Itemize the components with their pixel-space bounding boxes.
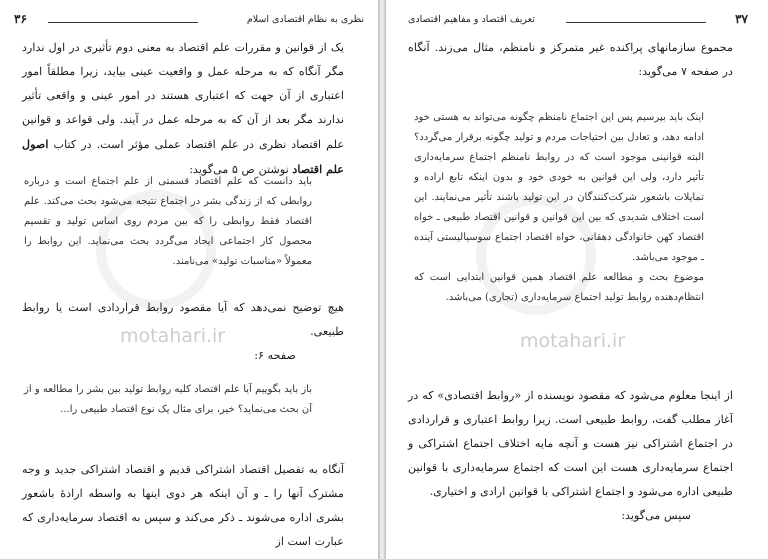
quote-text: موضوع بحث و مطالعه علم اقتصاد همین قوانین ابتدایی است که انتظام‌دهنده روابط تولید اجتماع سرمایه‌داری (تجاری) می‌باشد. <box>414 272 704 303</box>
right-running-header: تعریف اقتصاد و مفاهیم اقتصادی <box>408 14 535 25</box>
quote-text: باز باید بگوییم آیا علم اقتصاد کلیه روابط تولید بین بشر را مطالعه و از آن بحث می‌نماید؟ خیر، برای مثال یک نوع اقتصاد طبیعی را... <box>24 384 312 415</box>
header-rule <box>566 22 706 23</box>
right-paragraph-2 <box>408 384 733 528</box>
paragraph-text: مجموع سازمانهای پراکنده غیر متمرکز و نامنظم، مثال می‌زند. آنگاه در صفحه ۷ می‌گوید: <box>408 41 733 78</box>
right-page-number: ۳۷ <box>735 12 748 26</box>
paragraph-text: یک از قوانین و مقررات علم اقتصاد به معنی دوم تأثیری در اول ندارد مگر آنگاه که به مرحله عمل و واقعیت عینی بیاید، زیرا مطلقاً امور اعتباری از آن جهت که اعتباری هستند در امور عینی و واقعی تأثیر ندارند مگر بعد از آن که به مرحله عمل در آیند. ولی قواعد و قوانین علم اقتصاد نظری در علم اقتصاد عملی مؤثر است. در کتاب <box>22 41 344 151</box>
left-paragraph-2 <box>22 296 344 368</box>
page-reference: صفحه ۶: <box>254 349 296 362</box>
left-paragraph-1 <box>22 36 344 182</box>
left-running-header: نظری به نظام اقتصادی اسلام <box>246 14 364 25</box>
book-gutter <box>378 0 386 559</box>
left-quote-1 <box>24 172 312 272</box>
paragraph-text: هیچ توضیح نمی‌دهد که آیا مقصود روابط قراردادی است یا روابط طبیعی. <box>22 301 344 338</box>
quote-text: باید دانست که علم اقتصاد قسمتی از علم اجتماع است و درباره روابطی که از زندگی بشر در اجتماع نتیجه می‌شود بحث می‌کند. علم اقتصاد فقط روابطی را که بین مردم روی اساس تولید و تقسیم محصول کار اجتماعی ایجاد می‌گردد بحث می‌نماید. این روابط را معمولاً «مناسبات تولید» می‌نامند. <box>24 176 312 267</box>
watermark-text: motahari.ir <box>120 325 226 347</box>
paragraph-text: سپس می‌گوید: <box>621 509 691 522</box>
header-rule <box>48 22 198 23</box>
paragraph-text: آنگاه به تفصیل اقتصاد اشتراکی قدیم و اقتصاد اشتراکی جدید و وجه مشترک آنها را ـ و آن اینکه هر دوی اینها به واسطه ارادهٔ باشعور بشری اداره می‌شوند ـ ذکر می‌کند و سپس به اقتصاد سرمایه‌داری که عبارت است از <box>22 463 344 548</box>
quote-text: اینک باید بپرسیم پس این اجتماع نامنظم چگونه می‌تواند به هستی خود ادامه دهد، و تعادل بین احتیاجات مردم و تولید چگونه برقرار می‌گردد؟ البته قوانینی موجود است که در روابط نامنظم اجتماع سرمایه‌داری تأثیر دارد، ولی این قوانین به خودی خود و بدون اینکه تابع اراده و تمایلات باشعور شرکت‌کنندگان در این تولید باشند تأثیر می‌نمایند. این است اختلاف شدیدی که بین این قوانین و قوانین اقتصاد طبیعی ـ خواه اقتصاد کهن خانوادگی دهقانی، خواه اقتصاد اجتماع سوسیالیستی آینده ـ موجود می‌باشد. <box>414 112 704 263</box>
paragraph-text: از اینجا معلوم می‌شود که مقصود نویسنده از «روابط اقتصادی» که در آغاز مطلب گفت، روابط طبیعی است. زیرا روابط اعتباری و قراردادی در اجتماع اشتراکی نیز هست و آنچه مایه اختلاف اجتماع اشتراکی و اجتماع سرمایه‌داری هست این است که اجتماع سرمایه‌داری با قوانین طبیعی اداره می‌شود و اجتماع اشتراکی با قوانین ارادی و اختیاری. <box>408 389 733 498</box>
right-quote-1 <box>414 108 704 308</box>
left-paragraph-3 <box>22 458 344 554</box>
left-page <box>0 0 378 559</box>
book-title: اصول علم اقتصاد <box>22 137 344 176</box>
left-page-header <box>14 12 364 30</box>
watermark-text: motahari.ir <box>520 330 626 352</box>
paragraph-text: نوشتن ص ۵ می‌گوید: <box>189 163 289 176</box>
left-page-number: ۳۶ <box>14 12 27 26</box>
left-quote-2 <box>24 380 312 420</box>
right-page <box>386 0 768 559</box>
right-paragraph-1 <box>408 36 733 84</box>
right-page-header <box>408 12 748 30</box>
